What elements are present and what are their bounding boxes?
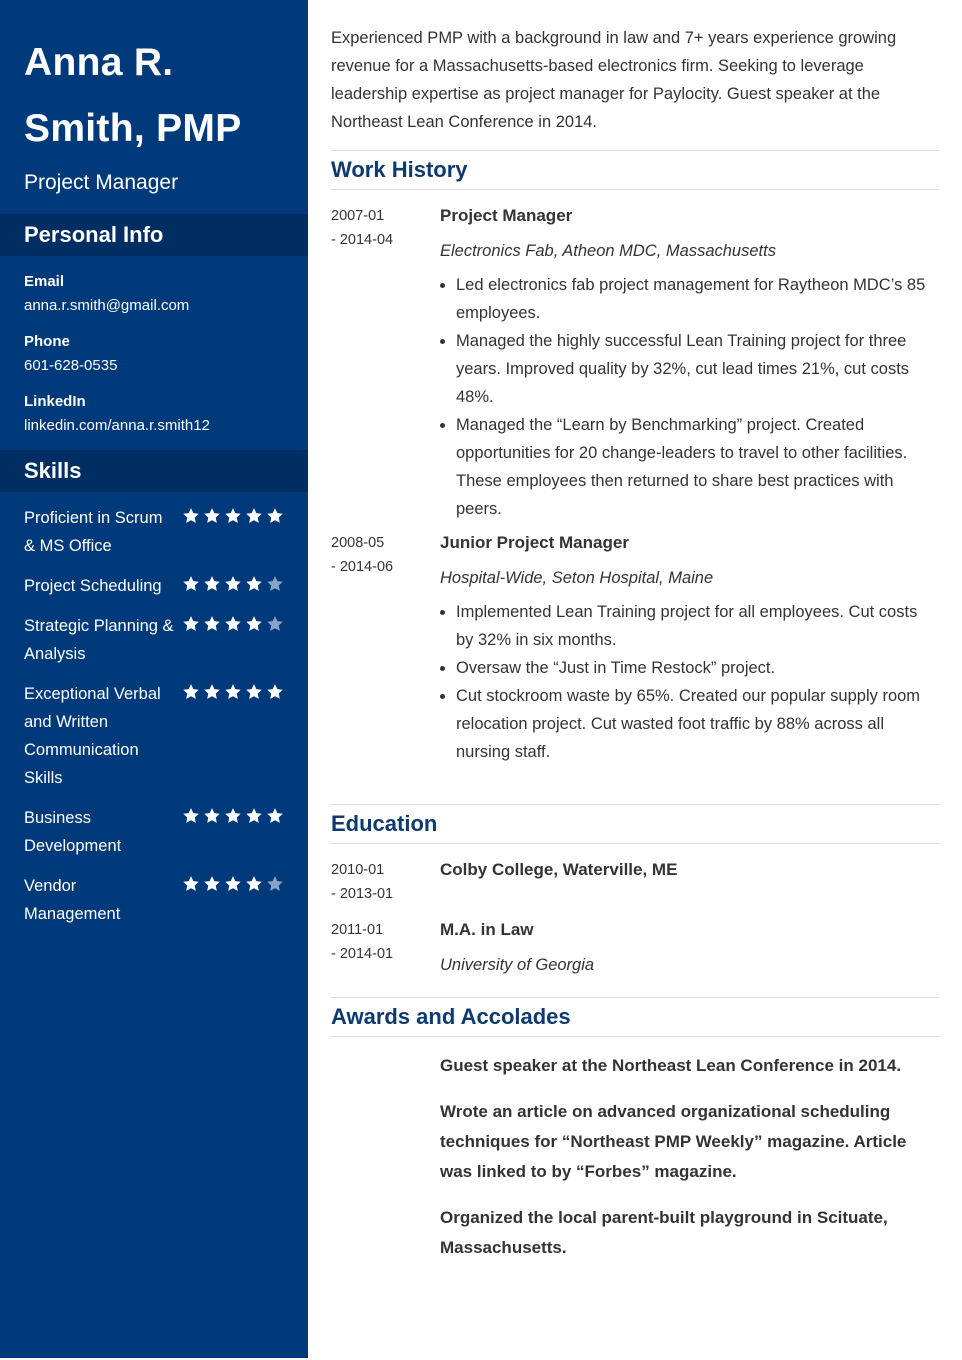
- job-bullets: [440, 271, 939, 523]
- education-entry: [331, 918, 939, 977]
- skill-rating: [182, 872, 284, 928]
- star-filled-icon: [266, 807, 284, 825]
- date-end: - 2014-04: [331, 232, 394, 248]
- star-filled-icon: [224, 615, 242, 633]
- name-line-1: Anna R.: [24, 41, 174, 84]
- date-end: - 2014-01: [331, 946, 394, 962]
- education-title: M.A. in Law: [440, 920, 534, 939]
- award-item: Guest speaker at the Northeast Lean Conference in 2014.: [440, 1056, 902, 1075]
- personal-info: [0, 256, 308, 438]
- star-filled-icon: [182, 875, 200, 893]
- education-details: [440, 918, 939, 977]
- star-filled-icon: [182, 683, 200, 701]
- star-filled-icon: [266, 507, 284, 525]
- star-filled-icon: [245, 615, 263, 633]
- job-entry: [331, 531, 939, 766]
- star-empty-icon: [266, 575, 284, 593]
- star-filled-icon: [224, 807, 242, 825]
- date-start: 2008-05: [331, 535, 385, 551]
- education-heading: Education: [331, 804, 939, 844]
- skill-rating: [182, 612, 284, 668]
- phone-block: [24, 330, 284, 378]
- job-bullet: • Managed the “Learn by Benchmarking” project. Created opportunities for 20 change-leaders to travel to other facilities. These employees then returned to share best practices with peers.: [456, 411, 939, 523]
- phone-value[interactable]: 601-628-0535: [24, 357, 118, 374]
- skill-rating: [182, 572, 284, 600]
- star-empty-icon: [266, 875, 284, 893]
- date-start: 2007-01: [331, 208, 385, 224]
- star-filled-icon: [182, 507, 200, 525]
- star-filled-icon: [203, 875, 221, 893]
- awards-heading: Awards and Accolades: [331, 997, 939, 1037]
- main-content: [331, 0, 939, 1263]
- education-school: University of Georgia: [440, 956, 595, 974]
- skill-name: Vendor Management: [24, 877, 121, 923]
- date-end: - 2014-06: [331, 559, 394, 575]
- skill-name: Business Development: [24, 809, 122, 855]
- star-filled-icon: [245, 875, 263, 893]
- date-end: - 2013-01: [331, 886, 394, 902]
- job-dates: [331, 531, 440, 766]
- star-filled-icon: [224, 875, 242, 893]
- star-filled-icon: [203, 807, 221, 825]
- personal-info-heading: Personal Info: [0, 214, 308, 256]
- job-details: [440, 204, 939, 523]
- job-bullet: • Managed the highly successful Lean Training project for three years. Improved quality by 32%, cut lead times 21%, cut costs 48%.: [456, 327, 939, 411]
- skill-name: Strategic Planning & Analysis: [24, 617, 174, 663]
- skill-name: Proficient in Scrum & MS Office: [24, 509, 163, 555]
- date-start: 2010-01: [331, 862, 385, 878]
- skill-name: Exceptional Verbal and Written Communication Skills: [24, 685, 161, 787]
- skill-rating: [182, 804, 284, 860]
- linkedin-block: [24, 390, 284, 438]
- job-title: Junior Project Manager: [440, 533, 629, 552]
- skill-item: [24, 504, 284, 560]
- summary: Experienced PMP with a background in law and 7+ years experience growing revenue for a Massachusetts-based electronics firm. Seeking to leverage leadership expertise as project manager for Paylocity. Guest speaker at the Northeast Lean Conference in 2014.: [331, 29, 897, 131]
- job-bullet: • Implemented Lean Training project for all employees. Cut costs by 32% in six months.: [456, 598, 939, 654]
- star-empty-icon: [266, 615, 284, 633]
- star-filled-icon: [203, 615, 221, 633]
- star-filled-icon: [224, 507, 242, 525]
- job-bullet: • Cut stockroom waste by 65%. Created our popular supply room relocation project. Cut wasted foot traffic by 88% across all nursing staff.: [456, 682, 939, 766]
- award-item: Organized the local parent-built playground in Scituate, Massachusetts.: [440, 1208, 888, 1257]
- job-title: Project Manager: [440, 206, 573, 225]
- award-item: Wrote an article on advanced organizational scheduling techniques for “Northeast PMP Weekly” magazine. Article was linked to by “Forbes” magazine.: [440, 1102, 907, 1181]
- email-value[interactable]: anna.r.smith@gmail.com: [24, 297, 190, 314]
- skills-list: [0, 492, 308, 928]
- star-filled-icon: [245, 807, 263, 825]
- education-dates: [331, 858, 440, 906]
- star-filled-icon: [266, 683, 284, 701]
- date-start: 2011-01: [331, 922, 384, 938]
- linkedin-label: LinkedIn: [24, 393, 86, 410]
- job-bullet: • Led electronics fab project management for Raytheon MDC’s 85 employees.: [456, 271, 939, 327]
- job-company: Hospital-Wide, Seton Hospital, Maine: [440, 569, 714, 587]
- skill-name: Project Scheduling: [24, 577, 162, 595]
- star-filled-icon: [203, 575, 221, 593]
- job-company: Electronics Fab, Atheon MDC, Massachusetts: [440, 242, 776, 260]
- education-dates: [331, 918, 440, 977]
- job-bullet: • Oversaw the “Just in Time Restock” project.: [456, 654, 939, 682]
- star-filled-icon: [224, 683, 242, 701]
- sidebar: [0, 0, 308, 1358]
- star-filled-icon: [182, 615, 200, 633]
- star-filled-icon: [224, 575, 242, 593]
- star-filled-icon: [182, 807, 200, 825]
- skill-rating: [182, 504, 284, 560]
- work-history-heading: Work History: [331, 150, 939, 190]
- star-filled-icon: [245, 575, 263, 593]
- candidate-name: [0, 0, 308, 162]
- skills-heading: Skills: [0, 450, 308, 492]
- star-filled-icon: [203, 507, 221, 525]
- email-block: [24, 270, 284, 318]
- education-details: [440, 858, 939, 906]
- star-filled-icon: [245, 507, 263, 525]
- email-label: Email: [24, 273, 65, 290]
- job-bullets: [440, 598, 939, 766]
- star-filled-icon: [203, 683, 221, 701]
- phone-label: Phone: [24, 333, 70, 350]
- skill-item: [24, 872, 284, 928]
- job-details: [440, 531, 939, 766]
- skill-item: [24, 572, 284, 600]
- skill-rating: [182, 680, 284, 792]
- skill-item: [24, 680, 284, 792]
- star-filled-icon: [245, 683, 263, 701]
- job-entry: [331, 204, 939, 523]
- skill-item: [24, 804, 284, 860]
- job-dates: [331, 204, 440, 523]
- job-title: Project Manager: [24, 171, 179, 194]
- skill-item: [24, 612, 284, 668]
- star-filled-icon: [182, 575, 200, 593]
- linkedin-value[interactable]: linkedin.com/anna.r.smith12: [24, 417, 210, 434]
- education-title: Colby College, Waterville, ME: [440, 860, 678, 879]
- education-entry: [331, 858, 939, 906]
- name-line-2: Smith, PMP: [24, 107, 242, 150]
